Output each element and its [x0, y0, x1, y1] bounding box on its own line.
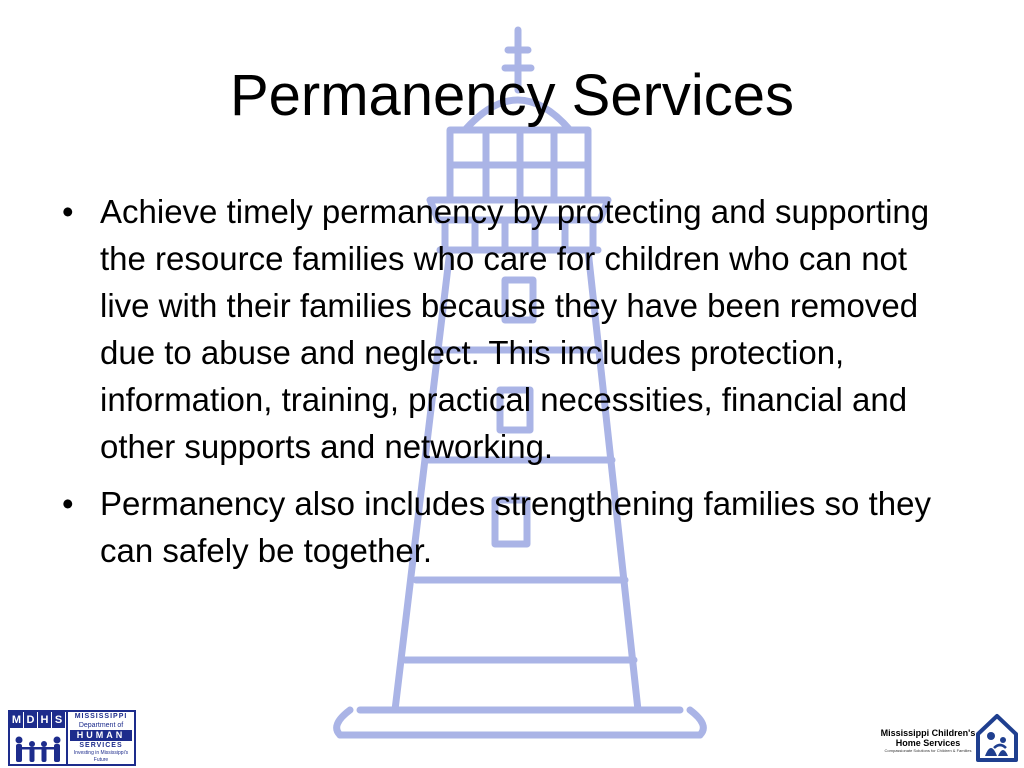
bullet-marker: • [62, 485, 74, 522]
bullet-item [60, 480, 960, 574]
bullet-marker: • [62, 193, 74, 230]
mchs-name-line2: Home Services [895, 738, 961, 748]
mchs-name-line1: Mississippi Children's [880, 728, 976, 738]
bullet-text: Achieve timely permanency by protecting and supporting the resource families who care for children who can not live with their families because they have been removed due to abuse and neglect. This includes protection, information, training, practical necessities, financial and other supports and networking. [100, 193, 930, 465]
mdhs-letter: S [52, 712, 66, 728]
family-figures-icon [10, 728, 66, 764]
mchs-logo [880, 712, 1020, 764]
mdhs-tagline: Investing in Mississippi's Future [73, 750, 129, 763]
bullet-list [60, 188, 960, 584]
mdhs-letter: H [38, 712, 52, 728]
mdhs-department: Department of [78, 722, 124, 729]
bullet-item [60, 188, 960, 470]
bullet-text: Permanency also includes strengthening families so they can safely be together. [100, 485, 931, 569]
mchs-tagline: Compassionate Solutions for Children & Families [884, 748, 972, 753]
mdhs-letter: D [24, 712, 38, 728]
mdhs-letter: M [10, 712, 24, 728]
mdhs-logo [8, 710, 136, 766]
mchs-wordmark [880, 728, 976, 754]
mdhs-logo-mark [10, 712, 68, 764]
mdhs-wordmark [68, 712, 134, 764]
house-family-icon [974, 712, 1020, 764]
mdhs-state: MISSISSIPPI [74, 713, 128, 720]
mdhs-human: HUMAN [70, 730, 132, 741]
slide-title: Permanency Services [229, 63, 795, 128]
mdhs-services: SERVICES [79, 742, 123, 749]
mdhs-acronym [10, 712, 66, 728]
